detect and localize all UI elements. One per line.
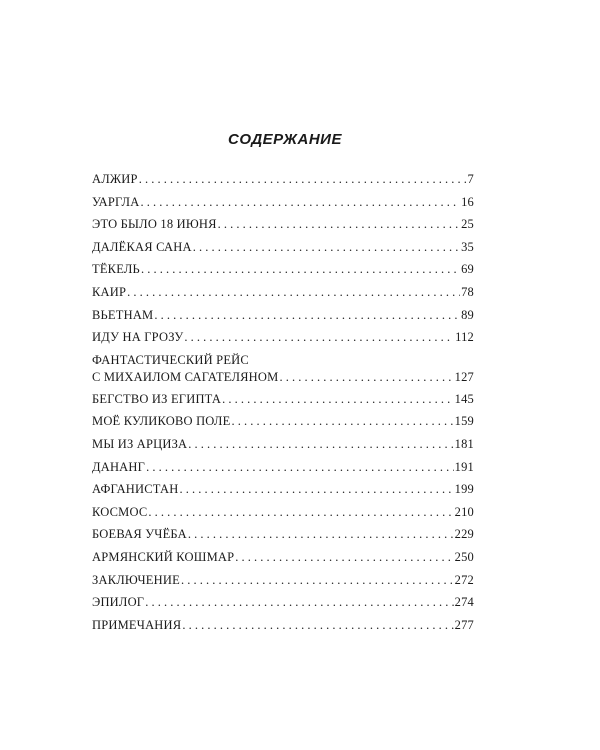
- toc-entry: [92, 391, 474, 414]
- toc-entry-page: 25: [461, 217, 474, 232]
- toc-entry-page: 16: [461, 194, 474, 209]
- toc-entry-page: 127: [454, 369, 474, 384]
- toc-entry: [92, 261, 474, 284]
- toc-entry: [92, 481, 474, 504]
- toc-entry-title: ТЁКЕЛЬ: [92, 262, 140, 277]
- toc-entry-title: АЛЖИР: [92, 172, 138, 186]
- toc-entry-page: 277: [454, 617, 474, 632]
- toc-entry-page: 181: [454, 436, 474, 451]
- toc-entry-page: 35: [461, 239, 474, 254]
- toc-entry: [92, 194, 474, 217]
- toc-entry-title: БЕГСТВО ИЗ ЕГИПТА: [92, 391, 222, 406]
- toc-entry-page: 199: [454, 482, 474, 497]
- toc-entry-page: 145: [454, 391, 474, 406]
- toc-entry-title: УАРГЛА: [92, 194, 140, 209]
- toc-entry-page: 191: [454, 459, 474, 474]
- toc-entry-page: 250: [454, 549, 474, 564]
- dot-leader: [154, 307, 460, 324]
- toc-entry: [92, 436, 474, 459]
- toc-entry-title: ЭПИЛОГ: [92, 595, 145, 610]
- toc-entry-title: АРМЯНСКИЙ КОШМАР: [92, 549, 235, 564]
- dot-leader: [141, 261, 460, 278]
- toc-entry-title-line1: ФАНТАСТИЧЕСКИЙ РЕЙС: [92, 352, 249, 367]
- toc-entry-title: КОСМОС: [92, 504, 148, 519]
- dot-leader: [182, 617, 453, 634]
- dot-leader: [279, 369, 453, 386]
- toc-entry-page: 112: [455, 330, 474, 345]
- toc-entry-title: С МИХАИЛОМ САГАТЕЛЯНОМ: [92, 369, 279, 384]
- toc-entry-page: 69: [461, 262, 474, 277]
- dot-leader: [235, 549, 453, 566]
- toc-entry: [92, 284, 474, 307]
- dot-leader: [179, 481, 453, 498]
- toc-entry-title: АФГАНИСТАН: [92, 482, 179, 497]
- toc-entry: [92, 239, 474, 262]
- toc-entry-title: БОЕВАЯ УЧЁБА: [92, 527, 187, 542]
- toc-entry: [92, 352, 474, 391]
- dot-leader: [148, 504, 453, 521]
- toc-entry: [92, 504, 474, 527]
- toc-entry-title: ДАЛЁКАЯ САНА: [92, 239, 192, 254]
- dot-leader: [188, 436, 453, 453]
- toc-entry: [92, 572, 474, 595]
- dot-leader: [188, 526, 454, 543]
- toc-entry-page: 229: [454, 527, 474, 542]
- dot-leader: [218, 216, 460, 233]
- toc-list: [92, 171, 474, 639]
- dot-leader: [127, 284, 460, 301]
- dot-leader: [193, 239, 460, 256]
- toc-entry-page: 7: [467, 172, 474, 186]
- dot-leader: [145, 594, 453, 611]
- toc-entry-page: 159: [454, 414, 474, 429]
- toc-entry-title: МЫ ИЗ АРЦИЗА: [92, 436, 188, 451]
- toc-entry-title: ВЬЕТНАМ: [92, 307, 154, 322]
- dot-leader: [140, 194, 460, 211]
- toc-entry: [92, 307, 474, 330]
- toc-entry-title: ЗАКЛЮЧЕНИЕ: [92, 572, 180, 587]
- toc-entry-page: 274: [454, 595, 474, 610]
- toc-entry: [92, 526, 474, 549]
- toc-entry-page: 89: [461, 307, 474, 322]
- toc-entry-page: 78: [461, 284, 474, 299]
- toc-entry-title: ДАНАНГ: [92, 459, 146, 474]
- toc-entry-title: ИДУ НА ГРОЗУ: [92, 330, 184, 345]
- toc-entry: [92, 216, 474, 239]
- dot-leader: [146, 459, 454, 476]
- dot-leader: [181, 572, 454, 589]
- dot-leader: [139, 171, 467, 188]
- dot-leader: [184, 329, 454, 346]
- toc-entry: [92, 617, 474, 640]
- dot-leader: [231, 413, 453, 430]
- toc-entry-title: МОЁ КУЛИКОВО ПОЛЕ: [92, 414, 231, 429]
- toc-entry: [92, 594, 474, 617]
- dot-leader: [222, 391, 454, 408]
- toc-entry: [92, 171, 474, 194]
- toc-entry-page: 272: [454, 572, 474, 587]
- toc-entry: [92, 329, 474, 352]
- toc-entry-page: 210: [454, 504, 474, 519]
- toc-entry: [92, 549, 474, 572]
- toc-title: СОДЕРЖАНИЕ: [228, 131, 342, 148]
- toc-entry: [92, 459, 474, 482]
- toc-entry: [92, 413, 474, 436]
- toc-entry-title: ЭТО БЫЛО 18 ИЮНЯ: [92, 217, 217, 232]
- toc-entry-title: ПРИМЕЧАНИЯ: [92, 617, 182, 632]
- toc-entry-title: КАИР: [92, 284, 127, 299]
